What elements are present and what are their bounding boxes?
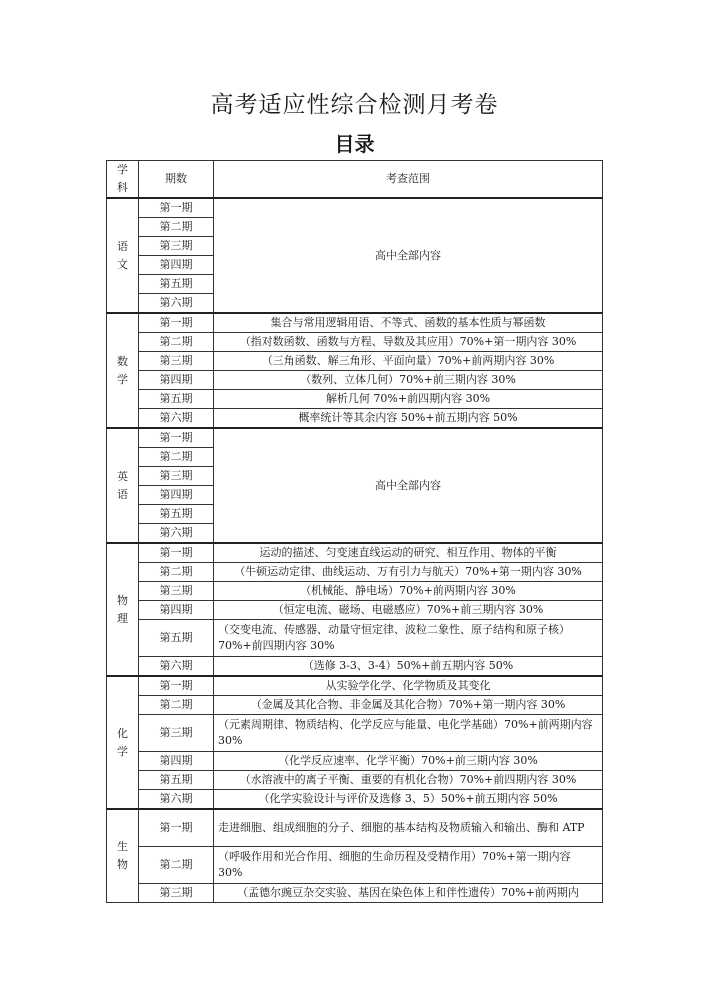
table-row <box>107 543 603 563</box>
period-cell: 第三期 <box>139 237 214 256</box>
period-cell: 第三期 <box>139 467 214 486</box>
period-cell: 第三期 <box>139 715 214 752</box>
period-cell: 第三期 <box>139 582 214 601</box>
table-row <box>107 409 603 429</box>
period-cell: 第六期 <box>139 790 214 810</box>
header-scope: 考查范围 <box>214 161 603 199</box>
scope-cell: （数列、立体几何）70%+前三期内容 30% <box>214 371 603 390</box>
table-row <box>107 847 603 884</box>
period-cell: 第四期 <box>139 256 214 275</box>
table-header-row <box>107 161 603 199</box>
subject-cell: 物 理 <box>107 543 139 676</box>
period-cell: 第六期 <box>139 524 214 544</box>
scope-cell: 高中全部内容 <box>214 198 603 313</box>
period-cell: 第五期 <box>139 505 214 524</box>
period-cell: 第五期 <box>139 620 214 657</box>
table-row <box>107 371 603 390</box>
scope-cell: 走进细胞、组成细胞的分子、细胞的基本结构及物质输入和输出、酶和 ATP <box>214 809 603 847</box>
exam-schedule-table <box>106 160 603 903</box>
scope-cell: （交变电流、传感器、动量守恒定律、波粒二象性、原子结构和原子核）70%+前四期内容 30% <box>214 620 603 657</box>
period-cell: 第一期 <box>139 543 214 563</box>
period-cell: 第一期 <box>139 809 214 847</box>
table-row <box>107 657 603 677</box>
page-subtitle: 目录 <box>334 132 375 156</box>
table-row <box>107 696 603 715</box>
scope-cell: （机械能、静电场）70%+前两期内容 30% <box>214 582 603 601</box>
table-row <box>107 676 603 696</box>
scope-cell: （元素周期律、物质结构、化学反应与能量、电化学基础）70%+前两期内容 30% <box>214 715 603 752</box>
scope-cell: 高中全部内容 <box>214 428 603 543</box>
scope-cell: 解析几何 70%+前四期内容 30% <box>214 390 603 409</box>
scope-cell: （三角函数、解三角形、平面向量）70%+前两期内容 30% <box>214 352 603 371</box>
period-cell: 第五期 <box>139 771 214 790</box>
table-row <box>107 790 603 810</box>
period-cell: 第六期 <box>139 657 214 677</box>
period-cell: 第一期 <box>139 428 214 448</box>
table-row <box>107 771 603 790</box>
scope-cell: （呼吸作用和光合作用、细胞的生命历程及受精作用）70%+第一期内容 30% <box>214 847 603 884</box>
scope-cell: （化学实验设计与评价及选修 3、5）50%+前五期内容 50% <box>214 790 603 810</box>
period-cell: 第一期 <box>139 313 214 333</box>
period-cell: 第二期 <box>139 448 214 467</box>
table-row <box>107 352 603 371</box>
subject-cell: 数 学 <box>107 313 139 428</box>
table-row <box>107 620 603 657</box>
period-cell: 第二期 <box>139 847 214 884</box>
table-row <box>107 582 603 601</box>
period-cell: 第五期 <box>139 275 214 294</box>
header-subject: 学 科 <box>107 161 139 199</box>
period-cell: 第四期 <box>139 752 214 771</box>
scope-cell: （指对数函数、函数与方程、导数及其应用）70%+第一期内容 30% <box>214 333 603 352</box>
table-row <box>107 333 603 352</box>
header-period: 期数 <box>139 161 214 199</box>
scope-cell: （恒定电流、磁场、电磁感应）70%+前三期内容 30% <box>214 601 603 620</box>
table-row <box>107 601 603 620</box>
subject-cell: 英 语 <box>107 428 139 543</box>
table-row <box>107 390 603 409</box>
subject-cell: 语 文 <box>107 198 139 313</box>
subject-cell: 化 学 <box>107 676 139 809</box>
period-cell: 第五期 <box>139 390 214 409</box>
period-cell: 第四期 <box>139 486 214 505</box>
scope-cell: （化学反应速率、化学平衡）70%+前三期内容 30% <box>214 752 603 771</box>
scope-cell: （孟德尔豌豆杂交实验、基因在染色体上和伴性遗传）70%+前两期内 <box>214 884 603 903</box>
scope-cell: 概率统计等其余内容 50%+前五期内容 50% <box>214 409 603 429</box>
period-cell: 第四期 <box>139 601 214 620</box>
period-cell: 第一期 <box>139 198 214 218</box>
period-cell: 第二期 <box>139 696 214 715</box>
period-cell: 第六期 <box>139 409 214 429</box>
table-row <box>107 752 603 771</box>
scope-cell: 运动的描述、匀变速直线运动的研究、相互作用、物体的平衡 <box>214 543 603 563</box>
period-cell: 第三期 <box>139 884 214 903</box>
table-row <box>107 884 603 903</box>
scope-cell: 从实验学化学、化学物质及其变化 <box>214 676 603 696</box>
period-cell: 第一期 <box>139 676 214 696</box>
period-cell: 第六期 <box>139 294 214 314</box>
scope-cell: （牛顿运动定律、曲线运动、万有引力与航天）70%+第一期内容 30% <box>214 563 603 582</box>
scope-cell: 集合与常用逻辑用语、不等式、函数的基本性质与幂函数 <box>214 313 603 333</box>
scope-cell: （选修 3-3、3-4）50%+前五期内容 50% <box>214 657 603 677</box>
period-cell: 第二期 <box>139 563 214 582</box>
period-cell: 第二期 <box>139 333 214 352</box>
table-row <box>107 563 603 582</box>
table-row <box>107 809 603 847</box>
table-row <box>107 715 603 752</box>
period-cell: 第二期 <box>139 218 214 237</box>
scope-cell: （金属及其化合物、非金属及其化合物）70%+第一期内容 30% <box>214 696 603 715</box>
table-row <box>107 313 603 333</box>
period-cell: 第四期 <box>139 371 214 390</box>
table-row <box>107 198 603 218</box>
period-cell: 第三期 <box>139 352 214 371</box>
table-row <box>107 428 603 448</box>
subject-cell: 生 物 <box>107 809 139 903</box>
page-title: 高考适应性综合检测月考卷 <box>210 92 499 118</box>
scope-cell: （水溶液中的离子平衡、重要的有机化合物）70%+前四期内容 30% <box>214 771 603 790</box>
